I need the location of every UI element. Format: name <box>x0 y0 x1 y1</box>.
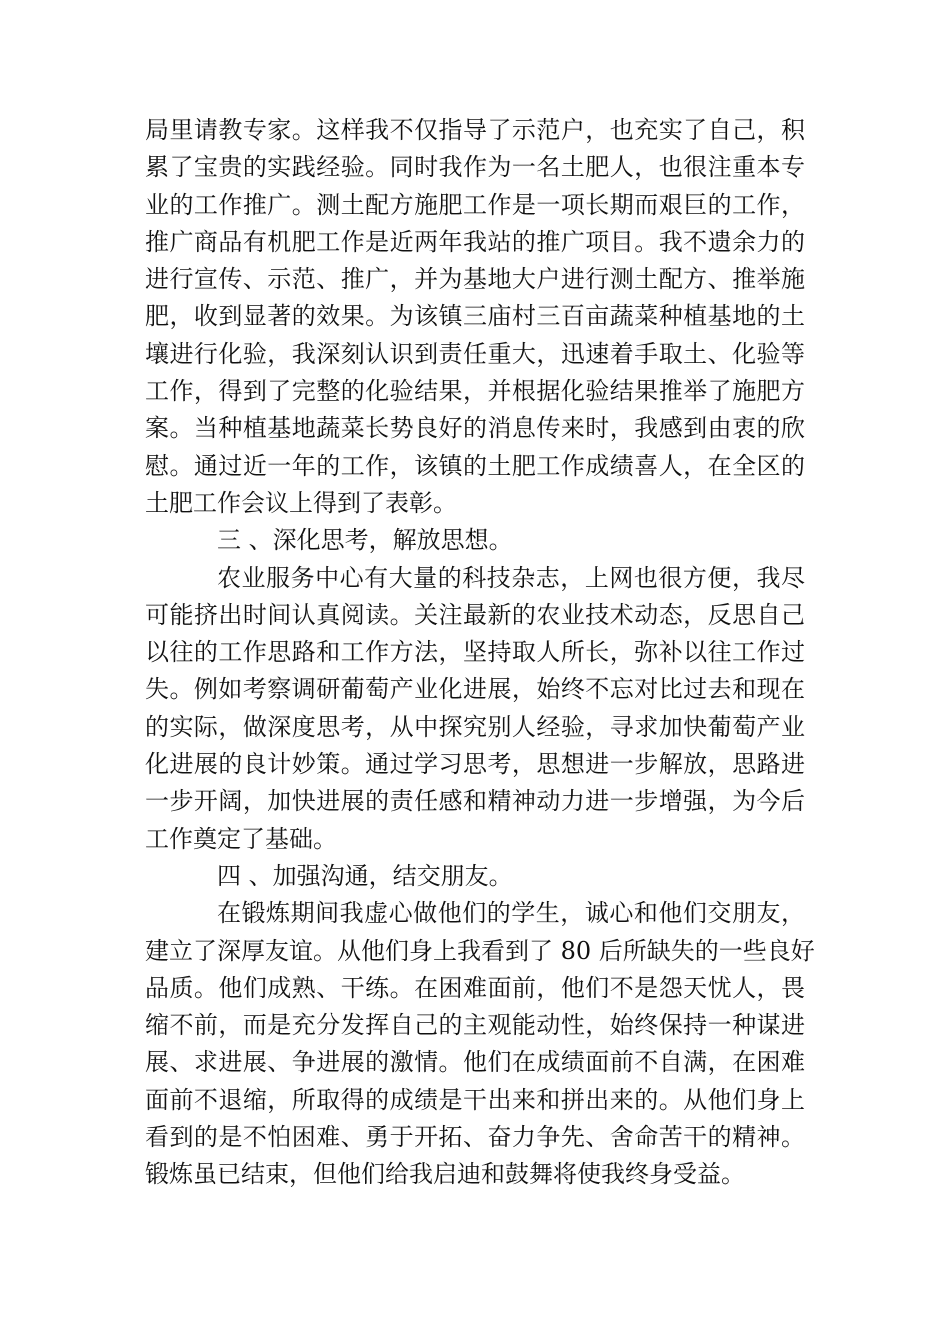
text-line: 面前不退缩，所取得的成绩是干出来和拼出来的。从他们身上 <box>145 1085 805 1114</box>
text-line: 看到的是不怕困难、勇于开拓、奋力争先、舍命苦干的精神。 <box>145 1123 805 1152</box>
text-line: 肥，收到显著的效果。为该镇三庙村三百亩蔬菜种植基地的土 <box>145 302 805 331</box>
text-line: 可能挤出时间认真阅读。关注最新的农业技术动态，反思自己 <box>145 600 805 629</box>
paragraph-work-promotion <box>145 112 805 522</box>
text-line: 建立了深厚友谊。从他们身上我看到了 80 后所缺失的一些良好 <box>145 936 815 965</box>
text-line: 展、求进展、争进展的激情。他们在成绩面前不自满，在困难 <box>145 1048 805 1077</box>
text-line: 业的工作推广。测土配方施肥工作是一项长期而艰巨的工作， <box>145 190 805 219</box>
text-line: 壤进行化验，我深刻认识到责任重大，迅速着手取土、化验等 <box>145 339 805 368</box>
text-line: 慰。通过近一年的工作，该镇的土肥工作成绩喜人，在全区的 <box>145 451 805 480</box>
text-line: 农业服务中心有大量的科技杂志，上网也很方便，我尽 <box>217 563 805 592</box>
text-line: 的实际，做深度思考，从中探究别人经验，寻求加快葡萄产业 <box>145 712 805 741</box>
heading-line: 三 、深化思考，解放思想。 <box>217 526 513 555</box>
text-line: 品质。他们成熟、干练。在困难面前，他们不是怨天忧人，畏 <box>145 973 805 1002</box>
paragraph-communication <box>145 895 815 1193</box>
text-line: 累了宝贵的实践经验。同时我作为一名土肥人，也很注重本专 <box>145 153 805 182</box>
text-line: 推广商品有机肥工作是近两年我站的推广项目。我不遗余力的 <box>145 227 805 256</box>
text-line: 工作，得到了完整的化验结果，并根据化验结果推举了施肥方 <box>145 377 805 406</box>
section-heading-three <box>145 522 805 559</box>
text-line: 土肥工作会议上得到了表彰。 <box>145 488 457 517</box>
text-line: 锻炼虽已结束，但他们给我启迪和鼓舞将使我终身受益。 <box>145 1160 745 1189</box>
text-line: 进行宣传、示范、推广，并为基地大户进行测土配方、推举施 <box>145 265 805 294</box>
document-body <box>145 112 815 1194</box>
text-line: 缩不前，而是充分发挥自己的主观能动性，始终保持一种谋进 <box>145 1011 805 1040</box>
text-line: 在锻炼期间我虚心做他们的学生，诚心和他们交朋友， <box>217 899 805 928</box>
text-line: 以往的工作思路和工作方法，坚持取人所长，弥补以往工作过 <box>145 638 805 667</box>
section-heading-four <box>145 858 805 895</box>
text-line: 一步开阔，加快进展的责任感和精神动力进一步增强，为今后 <box>145 787 805 816</box>
heading-line: 四 、加强沟通，结交朋友。 <box>217 861 513 890</box>
text-line: 案。当种植基地蔬菜长势良好的消息传来时，我感到由衷的欣 <box>145 414 805 443</box>
text-line: 失。例如考察调研葡萄产业化进展，始终不忘对比过去和现在 <box>145 675 805 704</box>
text-line: 化进展的良计妙策。通过学习思考，思想进一步解放，思路进 <box>145 750 805 779</box>
paragraph-deep-thinking <box>145 560 805 858</box>
text-line: 工作奠定了基础。 <box>145 824 337 853</box>
text-line: 局里请教专家。这样我不仅指导了示范户，也充实了自己，积 <box>145 116 805 144</box>
